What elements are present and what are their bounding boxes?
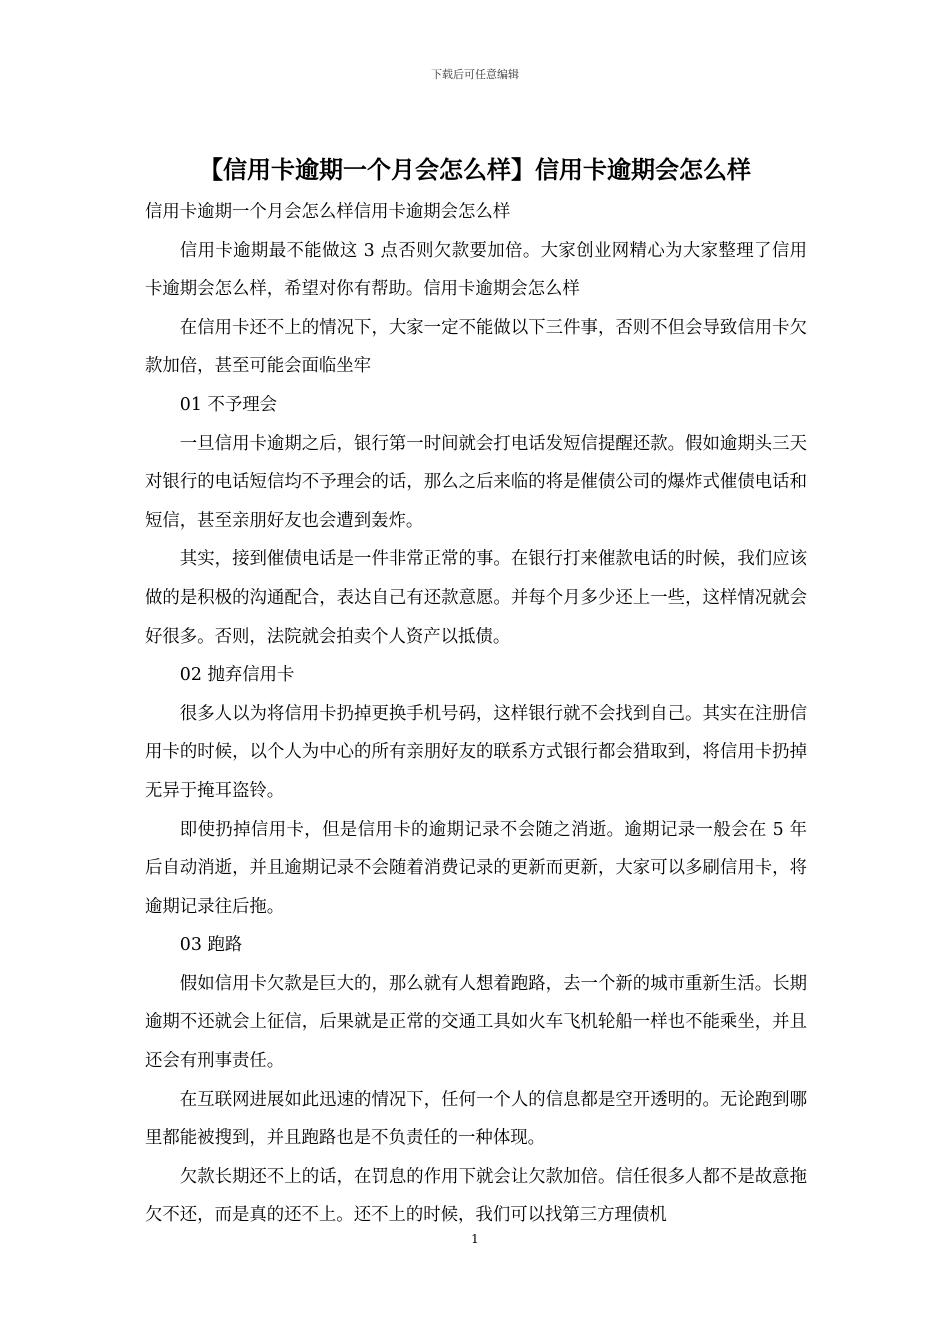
page-number: 1 (471, 1232, 479, 1246)
body-paragraph: 欠款长期还不上的话，在罚息的作用下就会让欠款加倍。信任很多人都不是故意拖欠不还，而是真的还不上。还不上的时候，我们可以找第三方理债机 (145, 1166, 807, 1226)
document-body (145, 193, 807, 1235)
body-paragraph: 一旦信用卡逾期之后，银行第一时间就会打电话发短信提醒还款。假如逾期头三天对银行的电话短信均不予理会的话，那么之后来临的将是催债公司的爆炸式催债电话和短信，甚至亲朋好友也会遭到轰炸。 (145, 433, 807, 531)
section-heading: 02 抛弃信用卡 (179, 665, 295, 686)
body-paragraph: 很多人以为将信用卡扔掉更换手机号码，这样银行就不会找到自己。其实在注册信用卡的时候，以个人为中心的所有亲朋好友的联系方式银行都会猎取到，将信用卡扔掉无异于掩耳盗铃。 (145, 703, 807, 801)
body-paragraph: 在互联网进展如此迅速的情况下，任何一个人的信息都是空开透明的。无论跑到哪里都能被搜到，并且跑路也是不负责任的一种体现。 (145, 1089, 807, 1149)
section-heading: 03 跑路 (179, 935, 243, 956)
body-paragraph: 假如信用卡欠款是巨大的，那么就有人想着跑路，去一个新的城市重新生活。长期逾期不还就会上征信，后果就是正常的交通工具如火车飞机轮船一样也不能乘坐，并且还会有刑事责任。 (145, 973, 807, 1072)
body-paragraph: 信用卡逾期最不能做这 3 点否则欠款要加倍。大家创业网精心为大家整理了信用卡逾期会怎么样，希望对你有帮助。信用卡逾期会怎么样 (145, 240, 807, 300)
subtitle-paragraph: 信用卡逾期一个月会怎么样信用卡逾期会怎么样 (145, 202, 511, 222)
body-paragraph: 其实，接到催债电话是一件非常正常的事。在银行打来催款电话的时候，我们应该做的是积极的沟通配合，表达自己有还款意愿。并每个月多少还上一些，这样情况就会好很多。否则，法院就会拍卖个人资产以抵债。 (145, 549, 807, 647)
section-heading: 01 不予理会 (179, 394, 278, 415)
body-paragraph: 即使扔掉信用卡，但是信用卡的逾期记录不会随之消逝。逾期记录一般会在 5 年后自动消逝，并且逾期记录不会随着消费记录的更新而更新，大家可以多刷信用卡，将逾期记录往后拖。 (145, 819, 807, 917)
header-note: 下载后可任意编辑 (431, 68, 519, 81)
body-paragraph: 在信用卡还不上的情况下，大家一定不能做以下三件事，否则不但会导致信用卡欠款加倍，甚至可能会面临坐牢 (145, 317, 807, 377)
document-title: 【信用卡逾期一个月会怎么样】信用卡逾期会怎么样 (199, 155, 751, 184)
